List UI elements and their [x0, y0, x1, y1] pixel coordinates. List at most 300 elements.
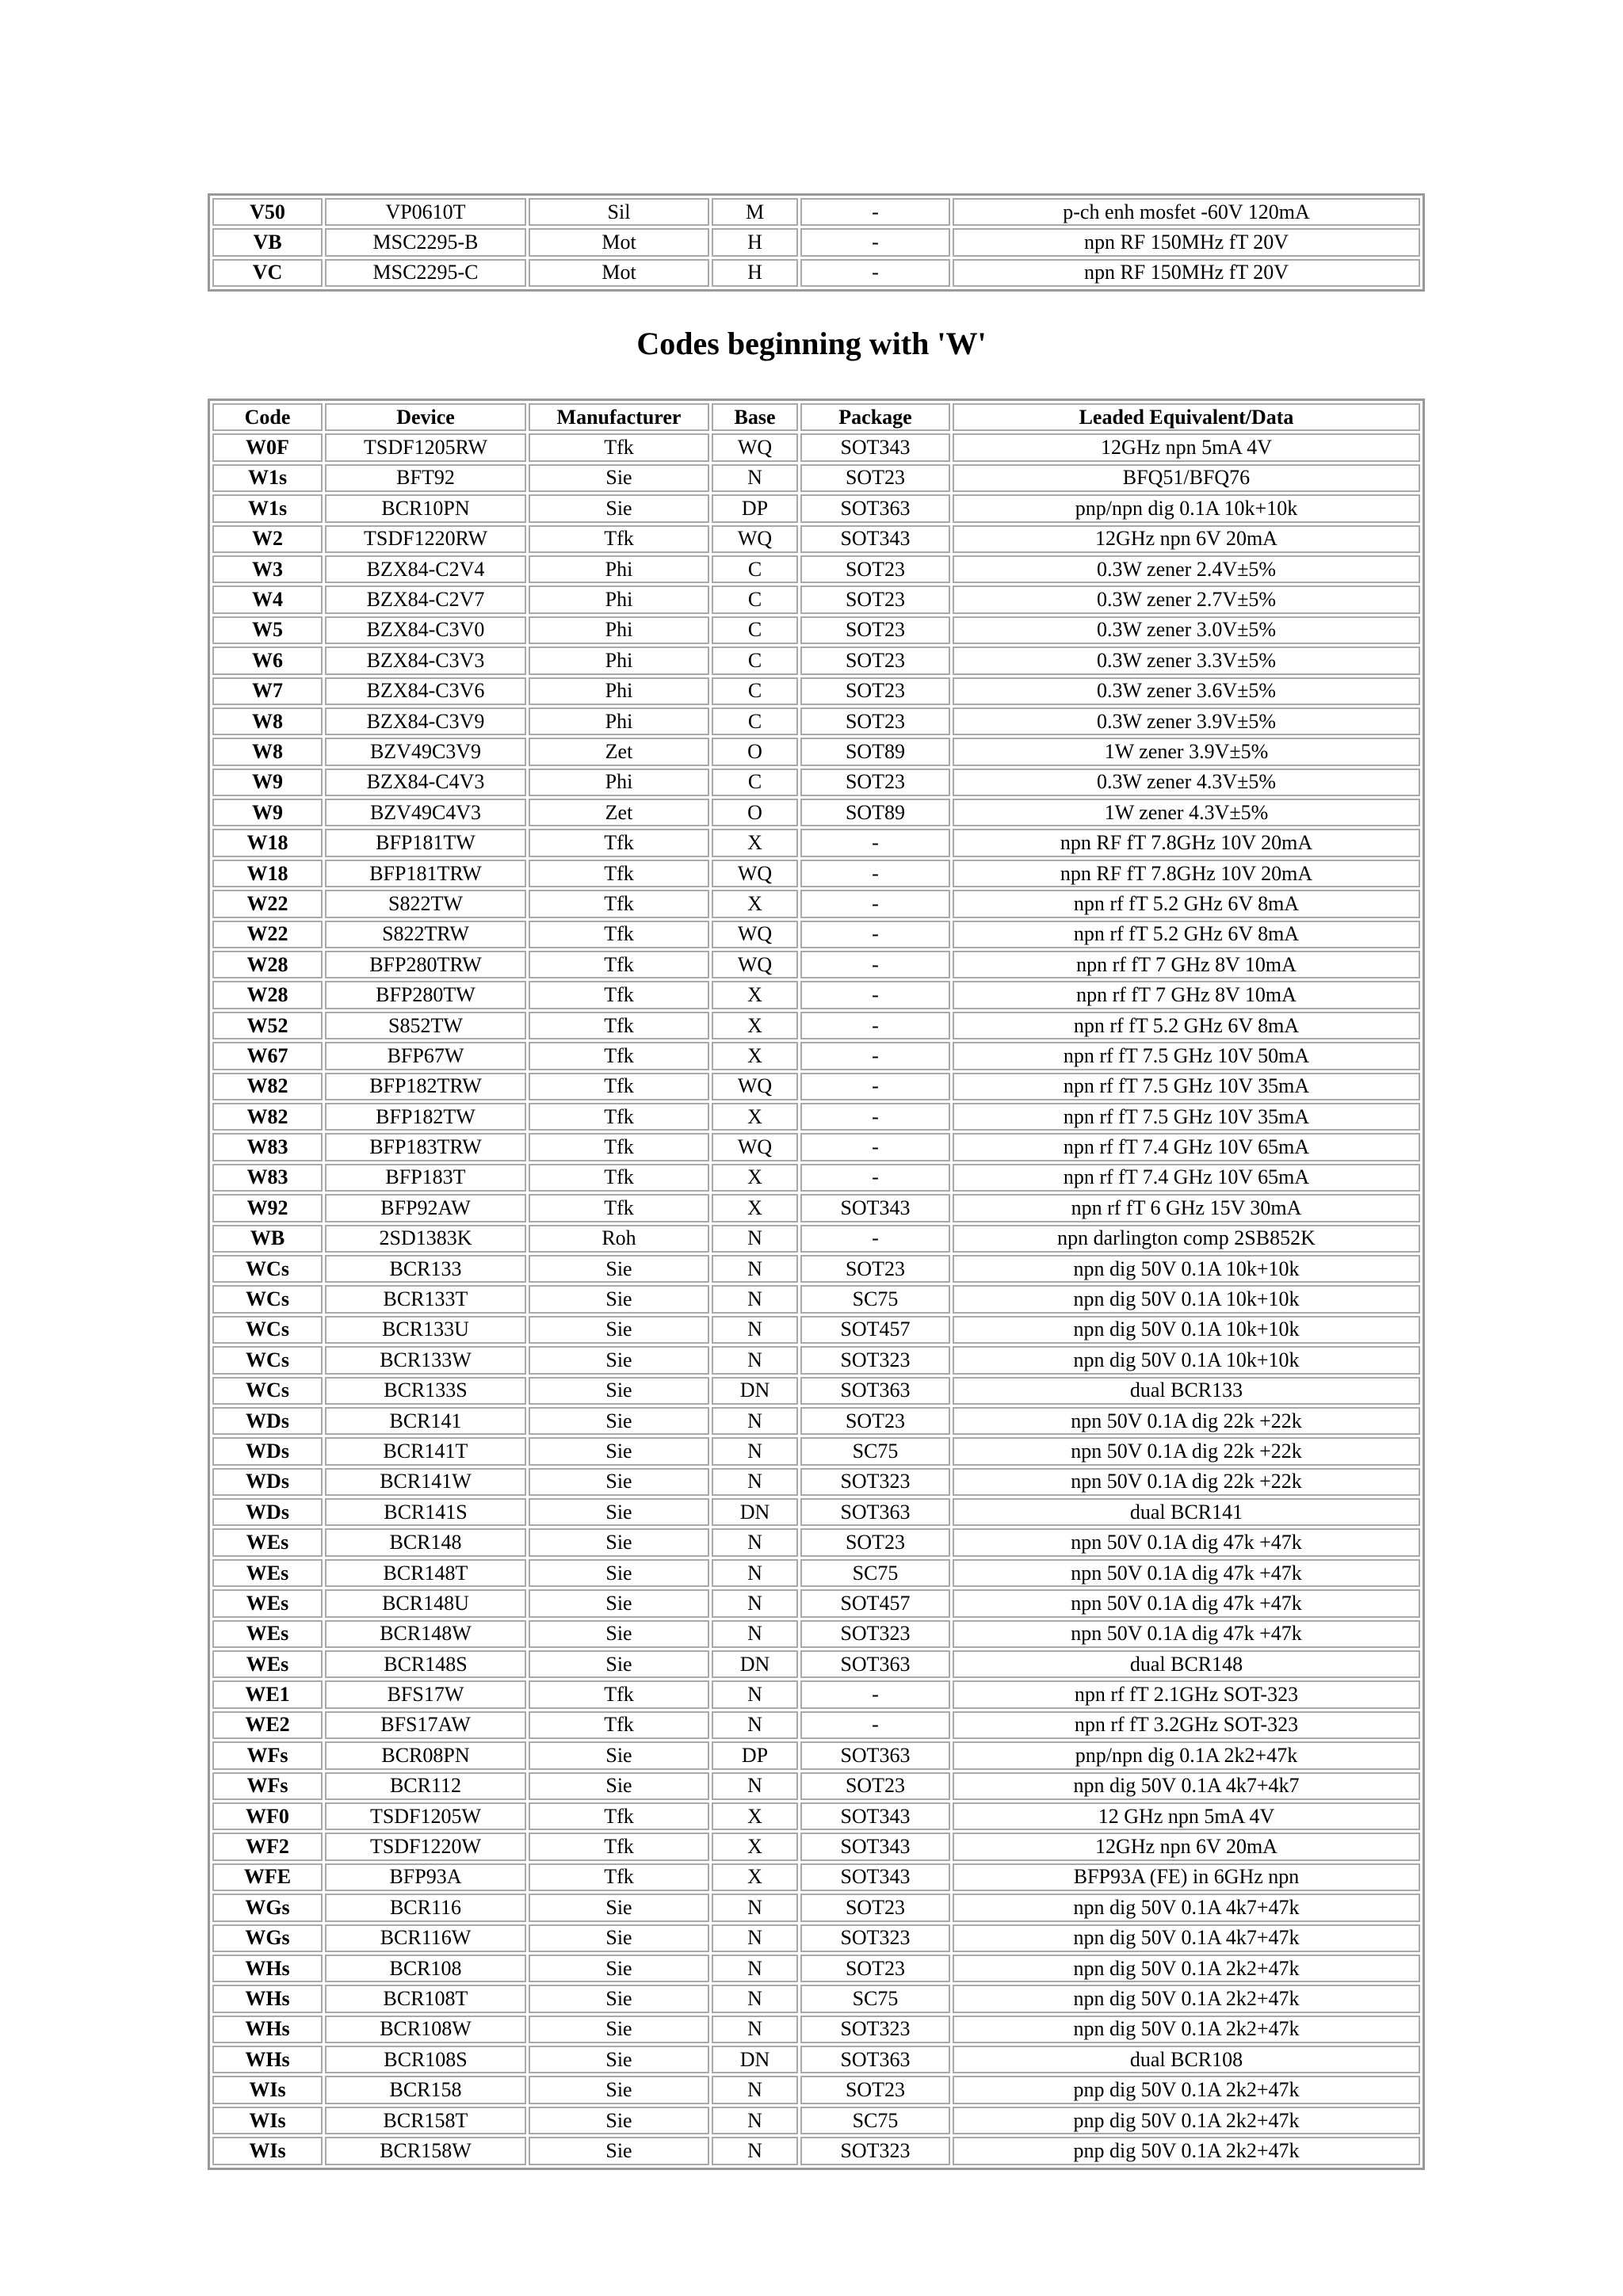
column-header-base: Base [712, 403, 798, 431]
code-cell: W5 [212, 616, 323, 644]
manufacturer-cell: Sie [529, 1377, 709, 1405]
manufacturer-cell: Sie [529, 1255, 709, 1283]
manufacturer-cell: Phi [529, 677, 709, 705]
table-row [212, 1924, 1420, 1952]
manufacturer-cell: Tfk [529, 525, 709, 553]
base-cell: DN [712, 1377, 798, 1405]
device-cell: BCR112 [325, 1772, 526, 1800]
code-cell: W82 [212, 1073, 323, 1100]
table-row [212, 1255, 1420, 1283]
device-cell: BZX84-C2V4 [325, 555, 526, 583]
package-cell: - [800, 1164, 950, 1192]
table-row [212, 2016, 1420, 2043]
leaded-equivalent-cell: npn 50V 0.1A dig 47k +47k [953, 1559, 1420, 1587]
table-row [212, 1346, 1420, 1374]
device-cell: BFT92 [325, 464, 526, 492]
table-row [212, 1589, 1420, 1617]
leaded-equivalent-cell: dual BCR148 [953, 1650, 1420, 1678]
column-header-package: Package [800, 403, 950, 431]
base-cell: X [712, 981, 798, 1009]
device-cell: BFP280TRW [325, 951, 526, 978]
table-row [212, 921, 1420, 948]
leaded-equivalent-cell: pnp dig 50V 0.1A 2k2+47k [953, 2107, 1420, 2134]
manufacturer-cell: Roh [529, 1225, 709, 1253]
leaded-equivalent-cell: npn dig 50V 0.1A 4k7+47k [953, 1924, 1420, 1952]
manufacturer-cell: Sie [529, 2046, 709, 2073]
package-cell: SOT23 [800, 585, 950, 613]
leaded-equivalent-cell: pnp/npn dig 0.1A 10k+10k [953, 494, 1420, 522]
code-cell: WHs [212, 1955, 323, 1982]
manufacturer-cell: Phi [529, 646, 709, 674]
leaded-equivalent-cell: p-ch enh mosfet -60V 120mA [953, 198, 1420, 226]
manufacturer-cell: Mot [529, 228, 709, 256]
base-cell: WQ [712, 860, 798, 887]
device-cell: BFP182TW [325, 1103, 526, 1131]
leaded-equivalent-cell: npn dig 50V 0.1A 10k+10k [953, 1255, 1420, 1283]
package-cell: - [800, 259, 950, 287]
code-cell: V50 [212, 198, 323, 226]
base-cell: X [712, 890, 798, 917]
base-cell: N [712, 1225, 798, 1253]
base-cell: N [712, 1711, 798, 1739]
base-cell: X [712, 1863, 798, 1891]
package-cell: SOT343 [800, 1194, 950, 1222]
package-cell: SOT23 [800, 2076, 950, 2103]
leaded-equivalent-cell: 0.3W zener 3.0V±5% [953, 616, 1420, 644]
code-cell: WFs [212, 1741, 323, 1769]
leaded-equivalent-cell: pnp/npn dig 0.1A 2k2+47k [953, 1741, 1420, 1769]
table-row [212, 259, 1420, 287]
manufacturer-cell: Sie [529, 1894, 709, 1921]
leaded-equivalent-cell: npn 50V 0.1A dig 47k +47k [953, 1620, 1420, 1648]
manufacturer-cell: Sil [529, 198, 709, 226]
package-cell: SOT89 [800, 799, 950, 826]
code-cell: WIs [212, 2137, 323, 2164]
leaded-equivalent-cell: pnp dig 50V 0.1A 2k2+47k [953, 2076, 1420, 2103]
code-cell: WCs [212, 1346, 323, 1374]
manufacturer-cell: Sie [529, 1620, 709, 1648]
device-cell: BCR10PN [325, 494, 526, 522]
table-row [212, 2137, 1420, 2164]
device-cell: BZX84-C2V7 [325, 585, 526, 613]
device-cell: BCR148U [325, 1589, 526, 1617]
device-cell: BFS17AW [325, 1711, 526, 1739]
device-cell: BFP93A [325, 1863, 526, 1891]
leaded-equivalent-cell: dual BCR133 [953, 1377, 1420, 1405]
base-cell: N [712, 1924, 798, 1952]
leaded-equivalent-cell: npn RF fT 7.8GHz 10V 20mA [953, 829, 1420, 856]
code-cell: WHs [212, 2046, 323, 2073]
code-cell: W4 [212, 585, 323, 613]
manufacturer-cell: Sie [529, 1346, 709, 1374]
code-cell: WEs [212, 1559, 323, 1587]
base-cell: N [712, 1894, 798, 1921]
manufacturer-cell: Tfk [529, 1680, 709, 1708]
table-row [212, 464, 1420, 492]
table-row [212, 769, 1420, 796]
code-cell: W92 [212, 1194, 323, 1222]
code-cell: W1s [212, 494, 323, 522]
leaded-equivalent-cell: npn rf fT 7.5 GHz 10V 35mA [953, 1103, 1420, 1131]
base-cell: H [712, 259, 798, 287]
package-cell: - [800, 1225, 950, 1253]
manufacturer-cell: Tfk [529, 921, 709, 948]
code-cell: WIs [212, 2076, 323, 2103]
manufacturer-cell: Sie [529, 1316, 709, 1344]
base-cell: DP [712, 1741, 798, 1769]
device-cell: BCR141T [325, 1437, 526, 1465]
code-cell: W9 [212, 769, 323, 796]
package-cell: SOT23 [800, 1407, 950, 1435]
device-cell: BCR158T [325, 2107, 526, 2134]
code-cell: W28 [212, 981, 323, 1009]
table-row [212, 1985, 1420, 2012]
code-cell: WHs [212, 2016, 323, 2043]
device-cell: BFP92AW [325, 1194, 526, 1222]
package-cell: - [800, 1073, 950, 1100]
package-cell: - [800, 1042, 950, 1070]
code-cell: WE2 [212, 1711, 323, 1739]
leaded-equivalent-cell: 12GHz npn 5mA 4V [953, 433, 1420, 461]
device-cell: TSDF1205W [325, 1802, 526, 1830]
leaded-equivalent-cell: npn rf fT 7 GHz 8V 10mA [953, 981, 1420, 1009]
code-cell: W18 [212, 829, 323, 856]
manufacturer-cell: Sie [529, 1589, 709, 1617]
code-cell: W52 [212, 1012, 323, 1039]
w-codes-header [212, 403, 1420, 431]
leaded-equivalent-cell: npn RF 150MHz fT 20V [953, 259, 1420, 287]
package-cell: SOT343 [800, 1802, 950, 1830]
code-cell: W0F [212, 433, 323, 461]
code-cell: WEs [212, 1650, 323, 1678]
device-cell: BCR08PN [325, 1741, 526, 1769]
continued-codes-table [208, 193, 1425, 292]
package-cell: SOT323 [800, 2137, 950, 2164]
code-cell: WF2 [212, 1833, 323, 1860]
device-cell: BZX84-C3V3 [325, 646, 526, 674]
base-cell: M [712, 198, 798, 226]
base-cell: X [712, 1802, 798, 1830]
code-cell: W7 [212, 677, 323, 705]
leaded-equivalent-cell: BFQ51/BFQ76 [953, 464, 1420, 492]
manufacturer-cell: Zet [529, 738, 709, 765]
table-row [212, 707, 1420, 735]
table-row [212, 198, 1420, 226]
device-cell: BZV49C4V3 [325, 799, 526, 826]
base-cell: X [712, 1194, 798, 1222]
package-cell: SOT343 [800, 525, 950, 553]
base-cell: X [712, 1103, 798, 1131]
manufacturer-cell: Tfk [529, 860, 709, 887]
leaded-equivalent-cell: npn 50V 0.1A dig 47k +47k [953, 1528, 1420, 1556]
base-cell: N [712, 1772, 798, 1800]
manufacturer-cell: Sie [529, 2107, 709, 2134]
code-cell: WCs [212, 1255, 323, 1283]
base-cell: N [712, 1620, 798, 1648]
leaded-equivalent-cell: dual BCR141 [953, 1498, 1420, 1526]
package-cell: - [800, 1711, 950, 1739]
package-cell: SOT23 [800, 1255, 950, 1283]
code-cell: W8 [212, 738, 323, 765]
package-cell: SOT23 [800, 616, 950, 644]
package-cell: - [800, 981, 950, 1009]
base-cell: DP [712, 494, 798, 522]
device-cell: BCR108T [325, 1985, 526, 2012]
header-row [212, 403, 1420, 431]
package-cell: SOT23 [800, 1772, 950, 1800]
manufacturer-cell: Sie [529, 1955, 709, 1982]
table-row [212, 1833, 1420, 1860]
package-cell: SOT23 [800, 1894, 950, 1921]
base-cell: H [712, 228, 798, 256]
leaded-equivalent-cell: 0.3W zener 4.3V±5% [953, 769, 1420, 796]
device-cell: BCR116 [325, 1894, 526, 1921]
table-row [212, 1741, 1420, 1769]
manufacturer-cell: Sie [529, 1437, 709, 1465]
table-row [212, 1468, 1420, 1496]
code-cell: VB [212, 228, 323, 256]
base-cell: X [712, 1042, 798, 1070]
leaded-equivalent-cell: npn 50V 0.1A dig 22k +22k [953, 1437, 1420, 1465]
table-row [212, 1711, 1420, 1739]
device-cell: S822TRW [325, 921, 526, 948]
base-cell: C [712, 646, 798, 674]
code-cell: WEs [212, 1589, 323, 1617]
table-row [212, 677, 1420, 705]
package-cell: SOT23 [800, 677, 950, 705]
code-cell: WDs [212, 1468, 323, 1496]
code-cell: WCs [212, 1377, 323, 1405]
manufacturer-cell: Tfk [529, 951, 709, 978]
leaded-equivalent-cell: npn rf fT 5.2 GHz 6V 8mA [953, 890, 1420, 917]
package-cell: SOT343 [800, 433, 950, 461]
manufacturer-cell: Tfk [529, 1133, 709, 1161]
base-cell: N [712, 2107, 798, 2134]
manufacturer-cell: Tfk [529, 1012, 709, 1039]
table-row [212, 1377, 1420, 1405]
table-row [212, 1559, 1420, 1587]
leaded-equivalent-cell: npn rf fT 5.2 GHz 6V 8mA [953, 1012, 1420, 1039]
leaded-equivalent-cell: npn rf fT 6 GHz 15V 30mA [953, 1194, 1420, 1222]
manufacturer-cell: Tfk [529, 1164, 709, 1192]
code-cell: W2 [212, 525, 323, 553]
device-cell: BFP182TRW [325, 1073, 526, 1100]
table-row [212, 829, 1420, 856]
base-cell: WQ [712, 1073, 798, 1100]
package-cell: - [800, 921, 950, 948]
package-cell: SOT363 [800, 1377, 950, 1405]
package-cell: SOT457 [800, 1316, 950, 1344]
manufacturer-cell: Sie [529, 1468, 709, 1496]
table-row [212, 2046, 1420, 2073]
device-cell: 2SD1383K [325, 1225, 526, 1253]
code-cell: VC [212, 259, 323, 287]
table-row [212, 1772, 1420, 1800]
device-cell: TSDF1220RW [325, 525, 526, 553]
leaded-equivalent-cell: 12GHz npn 6V 20mA [953, 1833, 1420, 1860]
package-cell: SOT343 [800, 1833, 950, 1860]
base-cell: DN [712, 1650, 798, 1678]
base-cell: C [712, 616, 798, 644]
base-cell: DN [712, 1498, 798, 1526]
code-cell: WEs [212, 1528, 323, 1556]
base-cell: X [712, 829, 798, 856]
package-cell: - [800, 228, 950, 256]
table-row [212, 433, 1420, 461]
leaded-equivalent-cell: npn dig 50V 0.1A 10k+10k [953, 1285, 1420, 1313]
device-cell: BCR108W [325, 2016, 526, 2043]
base-cell: WQ [712, 951, 798, 978]
device-cell: BZX84-C3V9 [325, 707, 526, 735]
code-cell: W82 [212, 1103, 323, 1131]
manufacturer-cell: Phi [529, 769, 709, 796]
device-cell: BFS17W [325, 1680, 526, 1708]
code-cell: W67 [212, 1042, 323, 1070]
table-row [212, 1863, 1420, 1891]
leaded-equivalent-cell: pnp dig 50V 0.1A 2k2+47k [953, 2137, 1420, 2164]
manufacturer-cell: Sie [529, 494, 709, 522]
device-cell: BCR141S [325, 1498, 526, 1526]
table-row [212, 1802, 1420, 1830]
table-row [212, 1650, 1420, 1678]
package-cell: SOT323 [800, 1346, 950, 1374]
package-cell: SOT23 [800, 555, 950, 583]
device-cell: BCR141 [325, 1407, 526, 1435]
base-cell: N [712, 1985, 798, 2012]
manufacturer-cell: Sie [529, 1559, 709, 1587]
leaded-equivalent-cell: BFP93A (FE) in 6GHz npn [953, 1863, 1420, 1891]
base-cell: WQ [712, 1133, 798, 1161]
table-row [212, 951, 1420, 978]
leaded-equivalent-cell: npn 50V 0.1A dig 22k +22k [953, 1468, 1420, 1496]
table-row [212, 1285, 1420, 1313]
device-cell: BCR133 [325, 1255, 526, 1283]
device-cell: BZX84-C3V0 [325, 616, 526, 644]
base-cell: C [712, 769, 798, 796]
device-cell: BCR133U [325, 1316, 526, 1344]
base-cell: N [712, 2076, 798, 2103]
device-cell: BCR133T [325, 1285, 526, 1313]
table-row [212, 555, 1420, 583]
device-cell: MSC2295-C [325, 259, 526, 287]
package-cell: - [800, 1133, 950, 1161]
device-cell: VP0610T [325, 198, 526, 226]
device-cell: BCR148 [325, 1528, 526, 1556]
manufacturer-cell: Zet [529, 799, 709, 826]
base-cell: N [712, 2137, 798, 2164]
leaded-equivalent-cell: npn rf fT 7.4 GHz 10V 65mA [953, 1164, 1420, 1192]
table-row [212, 1437, 1420, 1465]
package-cell: SOT23 [800, 1528, 950, 1556]
package-cell: SOT363 [800, 494, 950, 522]
table-row [212, 890, 1420, 917]
column-header-code: Code [212, 403, 323, 431]
table-row [212, 860, 1420, 887]
table-row [212, 1194, 1420, 1222]
device-cell: BCR141W [325, 1468, 526, 1496]
base-cell: O [712, 738, 798, 765]
manufacturer-cell: Sie [529, 2137, 709, 2164]
manufacturer-cell: Sie [529, 1407, 709, 1435]
device-cell: BFP181TW [325, 829, 526, 856]
table-row [212, 981, 1420, 1009]
code-cell: W9 [212, 799, 323, 826]
base-cell: N [712, 1680, 798, 1708]
manufacturer-cell: Tfk [529, 981, 709, 1009]
manufacturer-cell: Sie [529, 1924, 709, 1952]
base-cell: N [712, 1316, 798, 1344]
table-row [212, 1407, 1420, 1435]
manufacturer-cell: Tfk [529, 1833, 709, 1860]
device-cell: BCR133W [325, 1346, 526, 1374]
package-cell: SOT23 [800, 1955, 950, 1982]
column-header-manufacturer: Manufacturer [529, 403, 709, 431]
package-cell: SOT323 [800, 1620, 950, 1648]
manufacturer-cell: Sie [529, 1741, 709, 1769]
table-row [212, 494, 1420, 522]
manufacturer-cell: Sie [529, 1985, 709, 2012]
manufacturer-cell: Sie [529, 1285, 709, 1313]
base-cell: N [712, 1255, 798, 1283]
leaded-equivalent-cell: 12GHz npn 6V 20mA [953, 525, 1420, 553]
package-cell: SOT23 [800, 769, 950, 796]
package-cell: - [800, 1012, 950, 1039]
package-cell: - [800, 198, 950, 226]
package-cell: SC75 [800, 2107, 950, 2134]
leaded-equivalent-cell: 0.3W zener 2.4V±5% [953, 555, 1420, 583]
leaded-equivalent-cell: npn rf fT 7.5 GHz 10V 35mA [953, 1073, 1420, 1100]
code-cell: WFs [212, 1772, 323, 1800]
base-cell: C [712, 585, 798, 613]
code-cell: W83 [212, 1164, 323, 1192]
table-row [212, 1498, 1420, 1526]
manufacturer-cell: Tfk [529, 433, 709, 461]
continued-codes-body [212, 198, 1420, 287]
table-row [212, 2076, 1420, 2103]
base-cell: C [712, 555, 798, 583]
manufacturer-cell: Phi [529, 585, 709, 613]
manufacturer-cell: Tfk [529, 1194, 709, 1222]
code-cell: WDs [212, 1437, 323, 1465]
leaded-equivalent-cell: npn rf fT 7.4 GHz 10V 65mA [953, 1133, 1420, 1161]
leaded-equivalent-cell: 0.3W zener 3.6V±5% [953, 677, 1420, 705]
leaded-equivalent-cell: npn dig 50V 0.1A 10k+10k [953, 1316, 1420, 1344]
leaded-equivalent-cell: dual BCR108 [953, 2046, 1420, 2073]
manufacturer-cell: Sie [529, 1650, 709, 1678]
code-cell: W18 [212, 860, 323, 887]
package-cell: SOT323 [800, 1468, 950, 1496]
code-cell: W28 [212, 951, 323, 978]
package-cell: SOT363 [800, 2046, 950, 2073]
code-cell: WIs [212, 2107, 323, 2134]
package-cell: - [800, 1680, 950, 1708]
leaded-equivalent-cell: npn darlington comp 2SB852K [953, 1225, 1420, 1253]
manufacturer-cell: Sie [529, 1498, 709, 1526]
leaded-equivalent-cell: npn rf fT 5.2 GHz 6V 8mA [953, 921, 1420, 948]
code-cell: W3 [212, 555, 323, 583]
manufacturer-cell: Sie [529, 2016, 709, 2043]
base-cell: N [712, 1285, 798, 1313]
device-cell: MSC2295-B [325, 228, 526, 256]
package-cell: SOT457 [800, 1589, 950, 1617]
leaded-equivalent-cell: npn rf fT 7 GHz 8V 10mA [953, 951, 1420, 978]
manufacturer-cell: Tfk [529, 1103, 709, 1131]
package-cell: SOT323 [800, 1924, 950, 1952]
device-cell: S852TW [325, 1012, 526, 1039]
package-cell: SOT323 [800, 2016, 950, 2043]
device-cell: BZX84-C3V6 [325, 677, 526, 705]
leaded-equivalent-cell: npn rf fT 2.1GHz SOT-323 [953, 1680, 1420, 1708]
